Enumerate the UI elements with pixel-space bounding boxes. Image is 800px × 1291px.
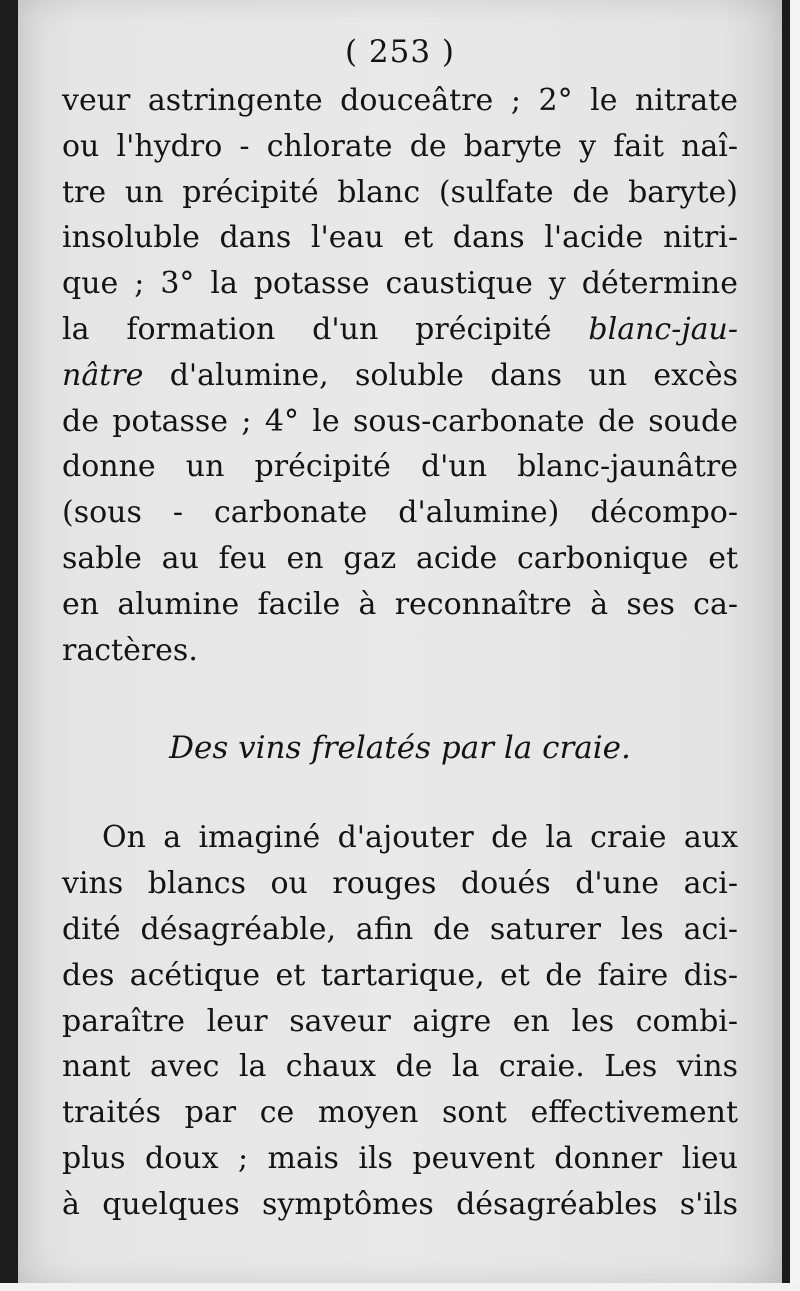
text-fragment: la formation d'un précipité — [62, 311, 552, 347]
text-line: veur astringente douceâtre ; 2° le nitrate — [62, 83, 738, 118]
page-text — [62, 30, 738, 1228]
italic-fragment: nâtre — [62, 357, 144, 393]
text-line: insoluble dans l'eau et dans l'acide nitri- — [62, 220, 738, 256]
text-line — [62, 307, 738, 353]
section-heading: Des vins frelatés par la craie. — [169, 730, 631, 767]
text-line: (sous - carbonate d'alumine) décompo- — [62, 495, 738, 531]
text-line: On a imaginé d'ajouter de la craie aux — [102, 820, 738, 856]
text-line: plus doux ; mais ils peuvent donner lieu — [62, 1140, 738, 1176]
text-line: dité désagréable, afin de saturer les aci- — [62, 911, 738, 947]
text-line: tre un précipité blanc (sulfate de baryte) — [62, 174, 738, 210]
text-line: ractères. — [62, 632, 198, 668]
text-line: de potasse ; 4° le sous-carbonate de soude — [62, 403, 738, 439]
text-line: ou l'hydro - chlorate de baryte y fait naî- — [62, 128, 738, 164]
text-line: donne un précipité d'un blanc-jaunâtre — [62, 449, 738, 485]
text-line: vins blancs ou rouges doués d'une aci- — [62, 866, 738, 902]
text-line: à quelques symptômes désagréables s'ils — [62, 1186, 738, 1222]
text-line: des acétique et tartarique, et de faire dis- — [62, 957, 738, 993]
page-edge-right — [790, 0, 800, 1291]
text-line: traités par ce moyen sont effectivement — [62, 1095, 738, 1131]
paragraph-2 — [62, 815, 738, 1227]
italic-fragment: blanc-jau- — [588, 311, 738, 347]
text-line: sable au feu en gaz acide carbonique et — [62, 540, 738, 576]
paragraph-1 — [62, 78, 738, 673]
text-line: en alumine facile à reconnaître à ses ca- — [62, 586, 738, 622]
text-line — [62, 353, 738, 399]
page-edge-bottom — [0, 1283, 800, 1291]
text-line: que ; 3° la potasse caustique y détermine — [62, 266, 738, 302]
text-fragment: d'alumine, soluble dans un excès — [169, 357, 738, 393]
text-line: paraître leur saveur aigre en les combi- — [62, 1003, 738, 1039]
page-number: ( 253 ) — [344, 34, 456, 70]
text-line: nant avec la chaux de la craie. Les vins — [62, 1049, 738, 1085]
